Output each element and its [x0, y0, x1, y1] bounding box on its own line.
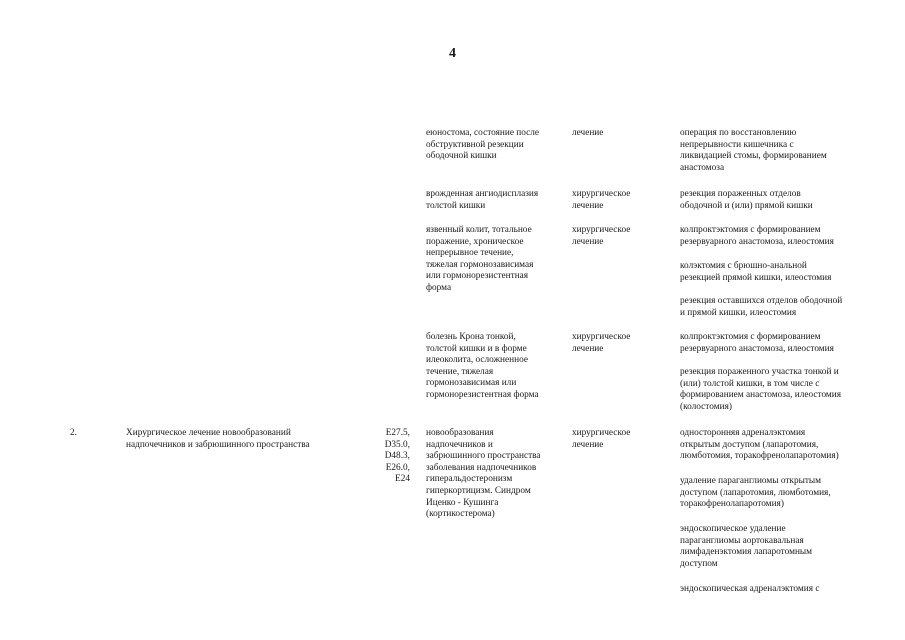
method-cell: удаление параганглиомы открытым доступом (лапаротомия, люмботомия, торакофренолапаротомия): [680, 476, 831, 510]
method-cell: колпроктэктомия с формированием резервуарного анастомоза, илеостомия: [680, 225, 834, 247]
treatment-type-cell: хирургическое лечение: [572, 428, 631, 450]
method-cell: односторонняя адреналэктомия открытым доступом (лапаротомия, люмботомия, торакофренолапаротомия): [680, 428, 839, 462]
diagnosis-cell: язвенный колит, тотальное поражение, хроническое непрерывное течение, тяжелая гормонозависимая или гормонорезистентная форма: [426, 225, 534, 293]
method-cell: резекция пораженных отделов ободочной и (или) прямой кишки: [680, 189, 813, 211]
method-cell: резекция оставшихся отделов ободочной и прямой кишки, илеостомия: [680, 296, 843, 318]
treatment-type-cell: лечение: [572, 128, 604, 138]
method-cell: эндоскопическая адреналэктомия с: [680, 584, 820, 594]
treatment-type-cell: хирургическое лечение: [572, 225, 631, 247]
method-cell: колпроктэктомия с формированием резервуарного анастомоза, илеостомия: [680, 332, 834, 354]
treatment-type-cell: хирургическое лечение: [572, 189, 631, 211]
method-cell: резекция пораженного участка тонкой и (или) толстой кишки, в том числе с формированием анастомоза, илеостомия (колостомия): [680, 367, 842, 412]
icd-codes: E27.5, D35.0, D48.3, E26.0, E24: [384, 428, 410, 485]
page-number: 4: [449, 46, 456, 61]
diagnosis-cell: врожденная ангиодисплазия толстой кишки: [426, 189, 539, 211]
diagnosis-cell: болезнь Крона тонкой, толстой кишки и в форме илеоколита, осложненное течение, тяжелая гормонозависимая или гормонорезистентная форма: [426, 332, 539, 400]
row-number: 2.: [70, 428, 77, 438]
treatment-type-cell: хирургическое лечение: [572, 332, 631, 354]
method-cell: колэктомия с брюшно-анальной резекцией прямой кишки, илеостомия: [680, 261, 832, 283]
method-cell: эндоскопическое удаление параганглиомы аортокавальная лимфаденэктомия лапаротомным доступом: [680, 524, 813, 569]
procedure-name: Хирургическое лечение новообразований надпочечников и забрюшинного пространства: [126, 428, 310, 450]
method-cell: операция по восстановлению непрерывности кишечника с ликвидацией стомы, формированием анастомоза: [680, 128, 827, 173]
diagnosis-cell: новообразования надпочечников и забрюшинного пространства заболевания надпочечников гиперальдостеронизм гиперкортицизм. Синдром Иценко - Кушинга (кортикостерома): [426, 428, 541, 520]
diagnosis-cell: еюностома, состояние после обструктивной резекции ободочной кишки: [426, 128, 540, 162]
